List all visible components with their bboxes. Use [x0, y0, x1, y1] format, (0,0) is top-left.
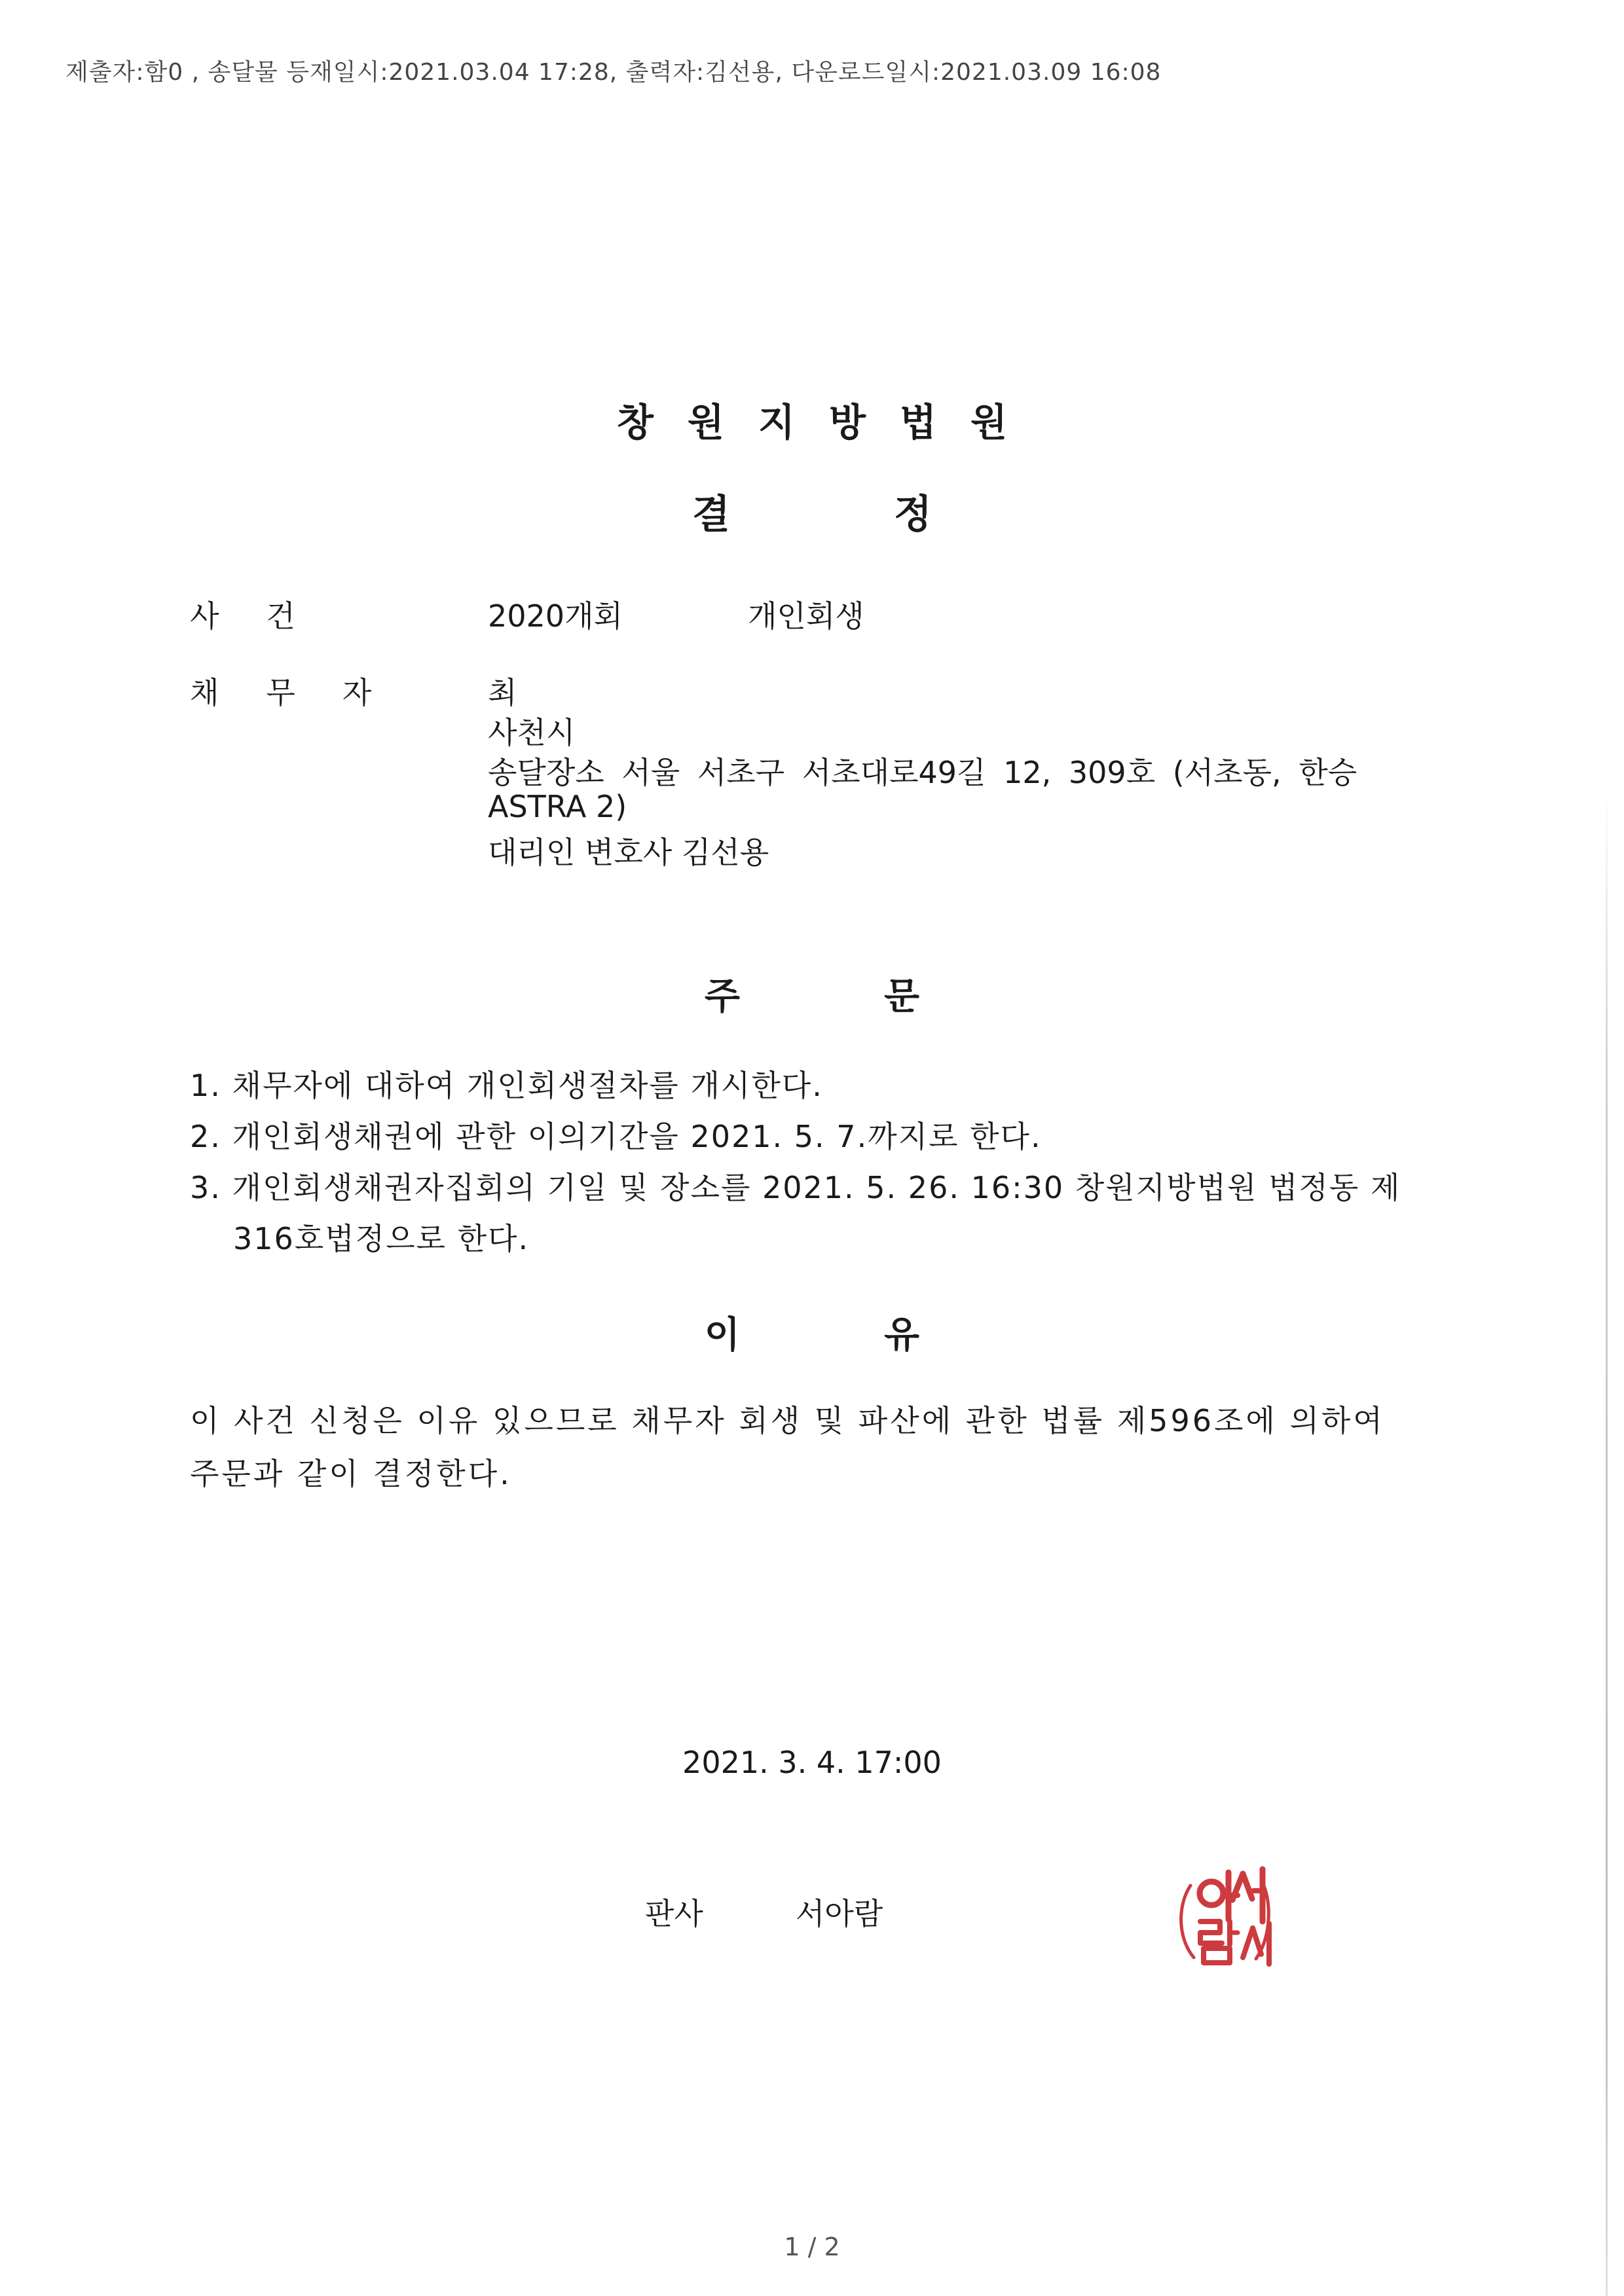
debtor-label: 채무자 — [190, 675, 419, 710]
case-number: 2020개회 — [488, 598, 623, 634]
reason-line-2: 주문과 같이 결정한다. — [190, 1456, 512, 1491]
debtor-address: 사천시 — [488, 715, 576, 750]
debtor-agent: 대리인 변호사 김선용 — [488, 835, 769, 870]
page-number: 1 / 2 — [784, 2232, 840, 2261]
court-name: 창원지방법원 — [616, 400, 1042, 445]
debtor-name: 최 — [488, 675, 517, 710]
order-item-3-continued: 316호법정으로 한다. — [233, 1221, 530, 1256]
judge-title: 판사 — [645, 1896, 703, 1931]
case-label: 사건 — [190, 598, 342, 634]
order-item-1: 1. 채무자에 대하여 개인회생절차를 개시한다. — [190, 1068, 823, 1103]
order-heading: 주문 — [704, 975, 1064, 1018]
scan-edge-line — [1606, 786, 1608, 2296]
service-place-line2: ASTRA 2) — [488, 789, 627, 824]
case-name: 개인회생 — [748, 598, 864, 634]
reason-line-1: 이 사건 신청은 이유 있으므로 채무자 회생 및 파산에 관한 법률 제596조에 의하여 — [190, 1403, 1385, 1438]
decision-date: 2021. 3. 4. 17:00 — [682, 1745, 942, 1780]
service-place-line1: 송달장소 서울 서초구 서초대로49길 12, 309호 (서초동, 한승 — [488, 755, 1357, 790]
document-title: 결정 — [692, 492, 1096, 538]
order-item-2: 2. 개인회생채권에 관한 이의기간을 2021. 5. 7.까지로 한다. — [190, 1119, 1042, 1154]
order-item-3: 3. 개인회생채권자집회의 기일 및 장소를 2021. 5. 26. 16:30 창원지방법원 법정동 제 — [190, 1170, 1401, 1205]
reason-heading: 이유 — [704, 1314, 1064, 1357]
judge-seal-stamp — [1164, 1859, 1282, 1977]
judge-name: 서아람 — [796, 1896, 883, 1931]
download-meta-line: 제출자:함0 , 송달물 등재일시:2021.03.04 17:28, 출력자:김선용, 다운로드일시:2021.03.09 16:08 — [65, 59, 1162, 86]
